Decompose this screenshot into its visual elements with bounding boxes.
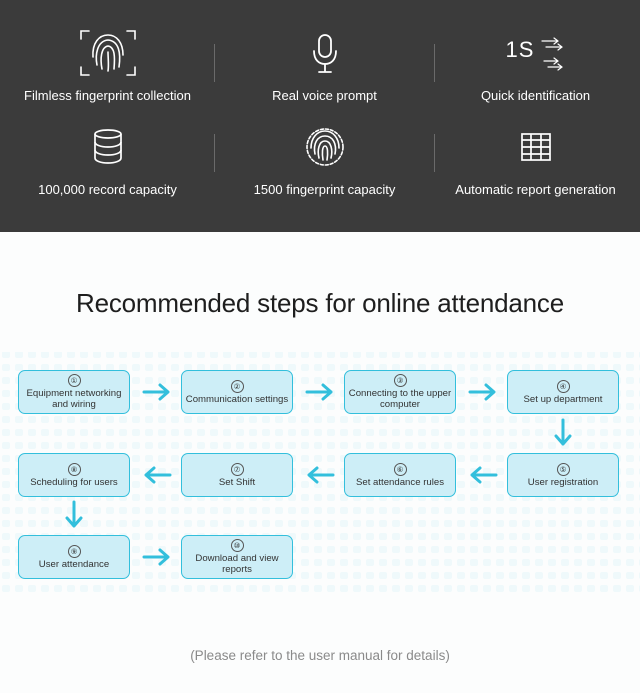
step-number: ⑨ <box>68 545 81 558</box>
arrow-right-icon <box>142 547 172 567</box>
step-2 <box>181 370 293 414</box>
feature-label: Automatic report generation <box>455 182 616 197</box>
step-10 <box>181 535 293 579</box>
feature-label: Real voice prompt <box>272 88 377 103</box>
step-label: Set attendance rules <box>355 476 444 488</box>
features-panel <box>0 0 640 232</box>
step-4 <box>507 370 619 414</box>
step-number: ① <box>68 374 81 387</box>
step-9 <box>18 535 130 579</box>
feature-fingerprint-capacity <box>218 118 431 206</box>
step-label: Set up department <box>523 393 603 405</box>
feature-label: Filmless fingerprint collection <box>24 88 191 103</box>
feature-record-capacity <box>1 118 214 206</box>
arrow-down-icon <box>64 500 84 530</box>
speed-1s-icon <box>506 24 566 82</box>
step-number: ⑩ <box>231 539 244 552</box>
step-label: User attendance <box>38 558 110 570</box>
arrow-left-icon <box>305 465 335 485</box>
step-8 <box>18 453 130 497</box>
step-label: Set Shift <box>218 476 256 488</box>
step-label: Equipment networking and wiring <box>26 388 122 410</box>
step-number: ② <box>231 380 244 393</box>
step-5 <box>507 453 619 497</box>
step-6 <box>344 453 456 497</box>
page-title: Recommended steps for online attendance <box>76 288 564 318</box>
speed-1s-text: 1S <box>505 37 535 62</box>
step-number: ③ <box>394 374 407 387</box>
step-7 <box>181 453 293 497</box>
step-label: Connecting to the upper computer <box>348 388 452 410</box>
feature-label: 100,000 record capacity <box>38 182 177 197</box>
divider <box>214 134 215 172</box>
feature-report-generation <box>429 118 640 206</box>
step-number: ⑤ <box>557 463 570 476</box>
step-number: ⑧ <box>68 463 81 476</box>
table-grid-icon <box>516 118 556 176</box>
step-label: Scheduling for users <box>30 476 118 488</box>
arrow-left-icon <box>468 465 498 485</box>
footnote: (Please refer to the user manual for details) <box>190 648 450 663</box>
step-number: ④ <box>557 380 570 393</box>
divider <box>214 44 215 82</box>
fingerprint-icon <box>302 118 348 176</box>
step-label: User registration <box>527 476 599 488</box>
feature-label: 1500 fingerprint capacity <box>253 182 396 197</box>
arrow-left-icon <box>142 465 172 485</box>
fingerprint-scan-icon <box>75 24 141 82</box>
microphone-icon <box>305 24 345 82</box>
feature-filmless-fingerprint <box>1 24 214 112</box>
arrow-right-icon <box>305 382 335 402</box>
step-3 <box>344 370 456 414</box>
feature-voice-prompt <box>218 24 431 112</box>
arrow-right-icon <box>468 382 498 402</box>
database-icon <box>88 118 128 176</box>
arrow-down-icon <box>553 418 573 448</box>
feature-quick-identification <box>429 24 640 112</box>
steps-section <box>0 232 640 693</box>
step-1 <box>18 370 130 414</box>
step-label: Download and view reports <box>195 553 279 575</box>
step-number: ⑦ <box>231 463 244 476</box>
arrow-right-icon <box>142 382 172 402</box>
step-label: Communication settings <box>185 393 289 405</box>
feature-label: Quick identification <box>480 88 591 103</box>
step-number: ⑥ <box>394 463 407 476</box>
